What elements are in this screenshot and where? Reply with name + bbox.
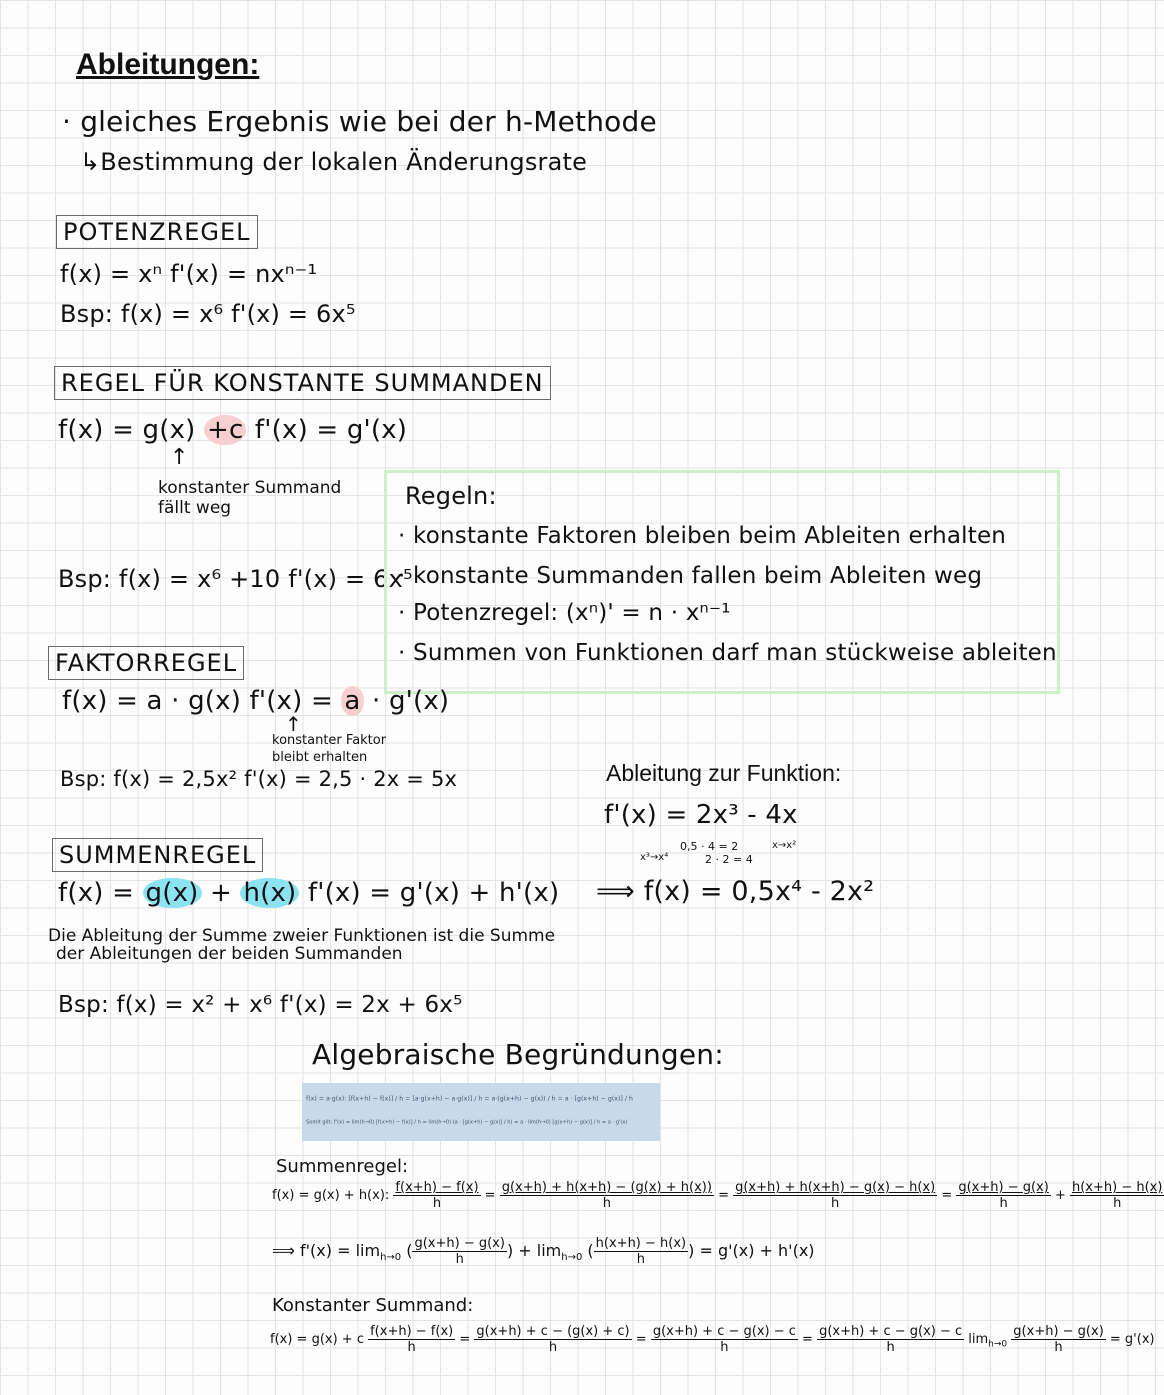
ableitung-note-right: x→x² bbox=[772, 840, 797, 851]
proof-summen-lim-frac-1: $\frac{g(x+h) - g(x)}{h}$ bbox=[414, 1236, 505, 1267]
summenregel-note-1: Die Ableitung der Summe zweier Funktionen ist die Summe bbox=[48, 926, 556, 946]
faktorregel-arrow: ↑ bbox=[285, 712, 302, 736]
faktorregel-example: Bsp: f(x) = 2,5x² f'(x) = 2,5 · 2x = 5x bbox=[60, 767, 458, 791]
ableitung-note-left: x³→x⁴ bbox=[640, 852, 669, 863]
summenregel-formula bbox=[58, 878, 559, 908]
proof-konstant-start: f(x) = g(x) + c bbox=[270, 1332, 364, 1347]
regeln-item-2: · konstante Summanden fallen beim Ableiten weg bbox=[398, 563, 983, 589]
proof-summen-frac-5: $\frac{h(x+h) - h(x)}{h}$ bbox=[1072, 1180, 1163, 1211]
proof-summen-limsub-2: h→0 bbox=[561, 1252, 583, 1264]
konstante-note-2: fällt weg bbox=[158, 498, 232, 518]
proof-summen-lim-start: ⟹ f'(x) = lim bbox=[272, 1241, 381, 1260]
summenregel-heading: SUMMENREGEL bbox=[52, 838, 263, 872]
konstante-arrow: ↑ bbox=[170, 445, 189, 470]
proof-summen-frac-3: $\frac{g(x+h) + h(x+h) - g(x) - h(x)}{h}$ bbox=[735, 1180, 936, 1211]
summenregel-h-highlight: h(x) bbox=[240, 878, 299, 908]
faktorregel-formula-left: f(x) = a · g(x) f'(x) = bbox=[62, 686, 342, 716]
proof-summen-lim-frac-2: $\frac{h(x+h) - h(x)}{h}$ bbox=[595, 1236, 687, 1267]
proof-konstant-frac-3: $\frac{g(x+h) + c - g(x) - c}{h}$ bbox=[652, 1324, 796, 1355]
proof-summen-end: = g'(x) + h'(x) bbox=[699, 1241, 815, 1260]
proof-summen-frac-2: $\frac{g(x+h) + h(x+h) - (g(x) + h(x))}{h}$ bbox=[501, 1180, 712, 1211]
intro-line-1: · gleiches Ergebnis wie bei der h-Methode bbox=[62, 105, 657, 138]
proof-konstant-heading: Konstanter Summand: bbox=[272, 1295, 474, 1316]
proof-summen-frac-4: $\frac{g(x+h) - g(x)}{h}$ bbox=[958, 1180, 1049, 1211]
proof-summenregel-line-2: ⟹ $f'(x) = \lim_{h\to 0}$ ( $\frac{g(x+h) - g(x)}{h}$ ) + $\lim_{h\to 0}$ ( $\frac{h(x+h) - h(x)}{h}$ ) = g'(x) + h'(x) bbox=[272, 1236, 815, 1267]
ableitung-note-mid-2: 2 · 2 = 4 bbox=[705, 853, 753, 866]
summenregel-plus: + bbox=[201, 878, 241, 908]
faktorregel-formula-right: · g'(x) bbox=[363, 686, 450, 716]
ableitung-funktion-result: ⟹ f(x) = 0,5x⁴ - 2x² bbox=[596, 876, 875, 907]
faktorregel-note-2: bleibt erhalten bbox=[272, 750, 368, 765]
konstante-formula-right: f'(x) = g'(x) bbox=[246, 415, 408, 445]
summenregel-g-highlight: g(x) bbox=[143, 878, 202, 908]
regeln-item-4: · Summen von Funktionen darf man stückweise ableiten bbox=[398, 640, 1057, 666]
page-title: Ableitungen: bbox=[76, 48, 260, 81]
proof-summen-limsub-1: h→0 bbox=[380, 1252, 402, 1264]
algebraisch-formula-box bbox=[302, 1083, 660, 1141]
proof-summen-lim-word: + lim bbox=[518, 1241, 562, 1260]
regeln-item-1: · konstante Faktoren bleiben beim Ableiten erhalten bbox=[398, 523, 1007, 549]
ableitung-note-mid-1: 0,5 · 4 = 2 bbox=[680, 840, 739, 853]
konstante-summand-highlight: +c bbox=[204, 415, 246, 445]
proof-konstant-line: f(x) = g(x) + c $\frac{f(x+h) - f(x)}{h}$ = $\frac{g(x+h) + c - (g(x) + c)}{h}$ = $\frac{g(x+h) + c - g(x) - c}{h}$ = $\frac{g(x+h) + c - g(x) - c}{h}$ $\lim_{h\to 0}$ $\frac{g(x+h) - g(x)}{h}$ = g'(x) bbox=[270, 1324, 1155, 1355]
proof-konstant-frac-1: $\frac{f(x+h) - f(x)}{h}$ bbox=[370, 1324, 454, 1355]
proof-konstant-frac-4: $\frac{g(x+h) + c - g(x) - c}{h}$ bbox=[819, 1324, 963, 1355]
faktorregel-heading: FAKTORREGEL bbox=[48, 646, 244, 680]
intro-line-2: ↳Bestimmung der lokalen Änderungsrate bbox=[80, 148, 588, 176]
potenzregel-heading: POTENZREGEL bbox=[56, 215, 258, 249]
proof-konstant-end: = g'(x) bbox=[1109, 1332, 1155, 1347]
faktorregel-note-1: konstanter Faktor bbox=[272, 733, 387, 748]
regeln-item-3: · Potenzregel: (xⁿ)' = n · xⁿ⁻¹ bbox=[398, 600, 731, 626]
summenregel-formula-start: f(x) = bbox=[58, 878, 143, 908]
summenregel-example: Bsp: f(x) = x² + x⁶ f'(x) = 2x + 6x⁵ bbox=[58, 992, 463, 1018]
faktorregel-factor-highlight: a bbox=[341, 686, 363, 716]
formula-box-line-1: f(x) = a·g(x): [f(x+h) − f(x)] / h = [a·g(x+h) − a·g(x)] / h = a·(g(x+h) − g(x)) / h = a · [g(x+h) − g(x)] / h bbox=[306, 1095, 633, 1103]
proof-konstant-last-frac: $\frac{g(x+h) - g(x)}{h}$ bbox=[1013, 1324, 1104, 1355]
proof-konstant-frac-2: $\frac{g(x+h) + c - (g(x) + c)}{h}$ bbox=[476, 1324, 630, 1355]
proof-summenregel-line-1: f(x) = g(x) + h(x): $\frac{f(x+h) - f(x)}{h}$ = $\frac{g(x+h) + h(x+h) - (g(x) + h(x))}{h}$ = $\frac{g(x+h) + h(x+h) - g(x) - h(x)}{h}$ = $\frac{g(x+h) - g(x)}{h}$ + $\frac{h(x+h) - h(x)}{h}$ bbox=[272, 1180, 1163, 1211]
proof-konstant-lim: lim bbox=[968, 1332, 989, 1347]
potenzregel-example: Bsp: f(x) = x⁶ f'(x) = 6x⁵ bbox=[60, 300, 356, 328]
summenregel-note-2: der Ableitungen der beiden Summanden bbox=[56, 944, 403, 964]
faktorregel-formula bbox=[62, 686, 449, 716]
konstante-note-1: konstanter Summand bbox=[158, 478, 342, 498]
algebraisch-heading: Algebraische Begründungen: bbox=[312, 1038, 724, 1071]
proof-summen-start: f(x) = g(x) + h(x): bbox=[272, 1188, 390, 1203]
konstante-formula bbox=[58, 415, 407, 445]
konstante-formula-left: f(x) = g(x) bbox=[58, 415, 204, 445]
ableitung-funktion-given: f'(x) = 2x³ - 4x bbox=[604, 800, 798, 830]
proof-konstant-limsub: h→0 bbox=[988, 1339, 1008, 1350]
ableitung-funktion-heading: Ableitung zur Funktion: bbox=[606, 760, 842, 786]
formula-box-line-2: Somit gilt: f'(x) = lim(h→0) [f(x+h) − f(x)] / h = lim(h→0) (a · [g(x+h) − g(x)] / h) = a · lim(h→0) [g(x+h) − g(x)] / h = a · g'(x) bbox=[306, 1119, 628, 1125]
summenregel-formula-end: f'(x) = g'(x) + h'(x) bbox=[299, 878, 560, 908]
proof-summen-frac-1: $\frac{f(x+h) - f(x)}{h}$ bbox=[395, 1180, 479, 1211]
konstante-example: Bsp: f(x) = x⁶ +10 f'(x) = 6x⁵ bbox=[58, 565, 413, 593]
regeln-heading: Regeln: bbox=[405, 482, 497, 510]
konstante-heading: REGEL FÜR KONSTANTE SUMMANDEN bbox=[54, 366, 551, 400]
proof-summenregel-heading: Summenregel: bbox=[276, 1156, 409, 1177]
potenzregel-formula: f(x) = xⁿ f'(x) = nxⁿ⁻¹ bbox=[60, 260, 318, 288]
